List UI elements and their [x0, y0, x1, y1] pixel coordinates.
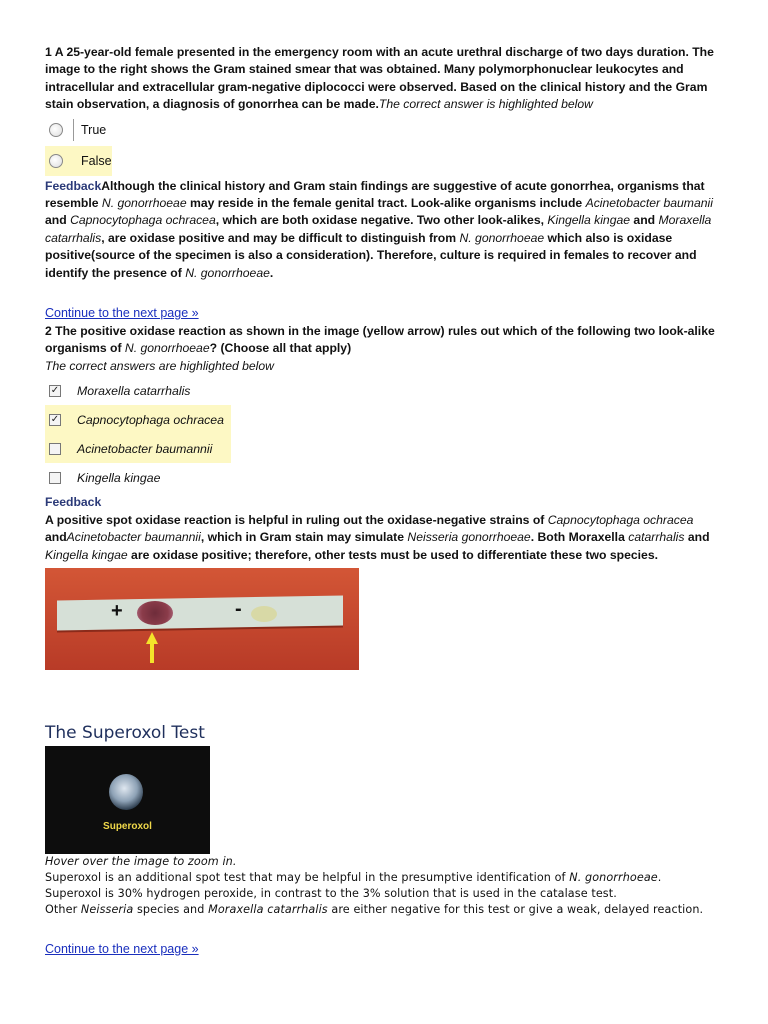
negative-spot [251, 606, 277, 622]
feedback-text: are oxidase positive; therefore, other tests must be used to differentiate these two species. [127, 547, 658, 562]
feedback-italic: N. gonorrhoeae [185, 265, 270, 280]
radio-false[interactable] [49, 154, 63, 168]
divider [73, 119, 74, 141]
feedback-text: , are oxidase positive and may be difficult to distinguish from [101, 230, 460, 245]
superoxol-heading: The Superoxol Test [45, 722, 205, 743]
feedback-text: which also is oxidase positive(source of the specimen is also a consideration). Therefore, culture is required in females to recover and identify the presence of [45, 230, 697, 280]
superoxol-image[interactable] [45, 746, 210, 854]
question-1-feedback [45, 178, 730, 282]
feedback-text: . Both Moraxella [530, 530, 629, 545]
option-capnocytophaga[interactable] [45, 405, 231, 434]
page-content [45, 44, 730, 958]
feedback-label: Feedback [45, 178, 102, 193]
feedback-italic: Capnocytophaga ochracea [547, 512, 694, 527]
feedback-italic: Acinetobacter baumanii [585, 196, 713, 211]
feedback-italic: N. gonorrhoeae [101, 196, 187, 211]
option-acinetobacter[interactable] [45, 434, 231, 463]
option-false-label: False [81, 153, 112, 168]
feedback-text: . [269, 265, 274, 280]
question-1-text: 1 A 25-year-old female presented in the emergency room with an acute urethral discharge of two days duration. The image to the right shows the Gram stained smear that was obtained. Many polymorphonuclear leukocytes and intracellular and extracellular gram-negative diplococci were observed. Based on the clinical history and the Gram stain observation, a diagnosis of gonorrhea can be made. [45, 45, 714, 112]
feedback-italic: Acinetobacter baumannii [66, 530, 201, 545]
checkbox-capnocytophaga[interactable]: ✓ [50, 413, 60, 425]
continue-link-1[interactable]: Continue to the next page » [45, 306, 199, 321]
feedback-label: Feedback [45, 495, 102, 510]
para-text: Superoxol is an additional spot test that may be helpful in the presumptive identification of [45, 870, 570, 884]
feedback-text: and [45, 530, 67, 545]
highlight-block [45, 405, 231, 463]
option-true-label: True [81, 122, 107, 137]
question-2-note: The correct answers are highlighted below [45, 358, 274, 373]
option-kingella-label: Kingella kingae [77, 470, 161, 485]
feedback-text: , which are both oxidase negative. Two other look-alikes, [215, 213, 548, 228]
checkbox-kingella[interactable] [49, 472, 61, 484]
question-2 [45, 323, 730, 375]
feedback-text: and [684, 530, 710, 545]
question-2-text: 2 The positive oxidase reaction as shown in the image (yellow arrow) rules out which of the following two look-alike organisms of [45, 324, 715, 356]
feedback-italic: Capnocytophaga ochracea [70, 213, 216, 228]
option-kingella[interactable] [45, 463, 235, 492]
para-text: . [657, 870, 662, 884]
question-2-options [45, 376, 730, 492]
option-true[interactable] [45, 117, 111, 143]
oxidase-test-image [45, 568, 359, 670]
oxidase-strip [57, 595, 343, 630]
superoxol-para-1 [45, 870, 730, 886]
para-text: are either negative for this test or give a weak, delayed reaction. [327, 902, 704, 916]
option-false[interactable] [45, 146, 112, 176]
feedback-italic: N. gonorrhoeae [459, 230, 545, 245]
question-1-options [45, 117, 730, 176]
question-2-feedback [45, 494, 730, 564]
feedback-italic: catarrhalis [628, 530, 685, 545]
feedback-text: , which in Gram stain may simulate [200, 530, 408, 545]
option-capnocytophaga-label: Capnocytophaga ochracea [77, 412, 224, 427]
option-acinetobacter-label: Acinetobacter baumannii [77, 441, 213, 456]
positive-spot [137, 601, 173, 625]
option-moraxella[interactable] [45, 376, 235, 405]
hover-hint: Hover over the image to zoom in. [45, 854, 237, 868]
feedback-text: and [630, 213, 659, 228]
feedback-italic: Neisseria gonorrhoeae [407, 530, 531, 545]
question-1-note: The correct answer is highlighted below [378, 97, 593, 112]
para-italic: Moraxella catarrhalis [208, 902, 328, 916]
para-italic: Neisseria [80, 902, 134, 916]
superoxol-image-label: Superoxol [103, 820, 152, 832]
feedback-text: A positive spot oxidase reaction is helpful in ruling out the oxidase-negative strains of [45, 512, 548, 527]
superoxol-colony [109, 774, 143, 810]
plus-sign: + [111, 599, 123, 622]
radio-true[interactable] [49, 123, 63, 137]
yellow-arrow-stem [150, 643, 154, 663]
feedback-italic: Kingella kingae [45, 547, 128, 562]
checkbox-moraxella[interactable]: ✓ [50, 384, 60, 396]
option-moraxella-label: Moraxella catarrhalis [77, 383, 191, 398]
para-text: species and [133, 902, 209, 916]
superoxol-para-3 [45, 902, 730, 918]
minus-sign: - [235, 597, 242, 620]
para-italic: N. gonorrhoeae [569, 870, 658, 884]
divider [73, 150, 74, 172]
para-text: Other [45, 902, 81, 916]
feedback-italic: Kingella kingae [547, 213, 631, 228]
feedback-text: and [45, 213, 71, 228]
feedback-text: may reside in the female genital tract. Look-alike organisms include [186, 196, 586, 211]
feedback-text: Although the clinical history and Gram stain findings are suggestive of acute gonorrhea, organisms that resemble [45, 178, 705, 211]
superoxol-para-2: Superoxol is 30% hydrogen peroxide, in contrast to the 3% solution that is used in the catalase test. [45, 886, 617, 900]
question-2-text: ? (Choose all that apply) [209, 341, 352, 356]
question-2-italic: N. gonorrhoeae [124, 341, 210, 356]
question-1 [45, 44, 730, 114]
feedback-italic: Moraxella catarrhalis [45, 213, 712, 245]
continue-link-2[interactable]: Continue to the next page » [45, 941, 199, 956]
checkbox-acinetobacter[interactable] [49, 443, 61, 455]
